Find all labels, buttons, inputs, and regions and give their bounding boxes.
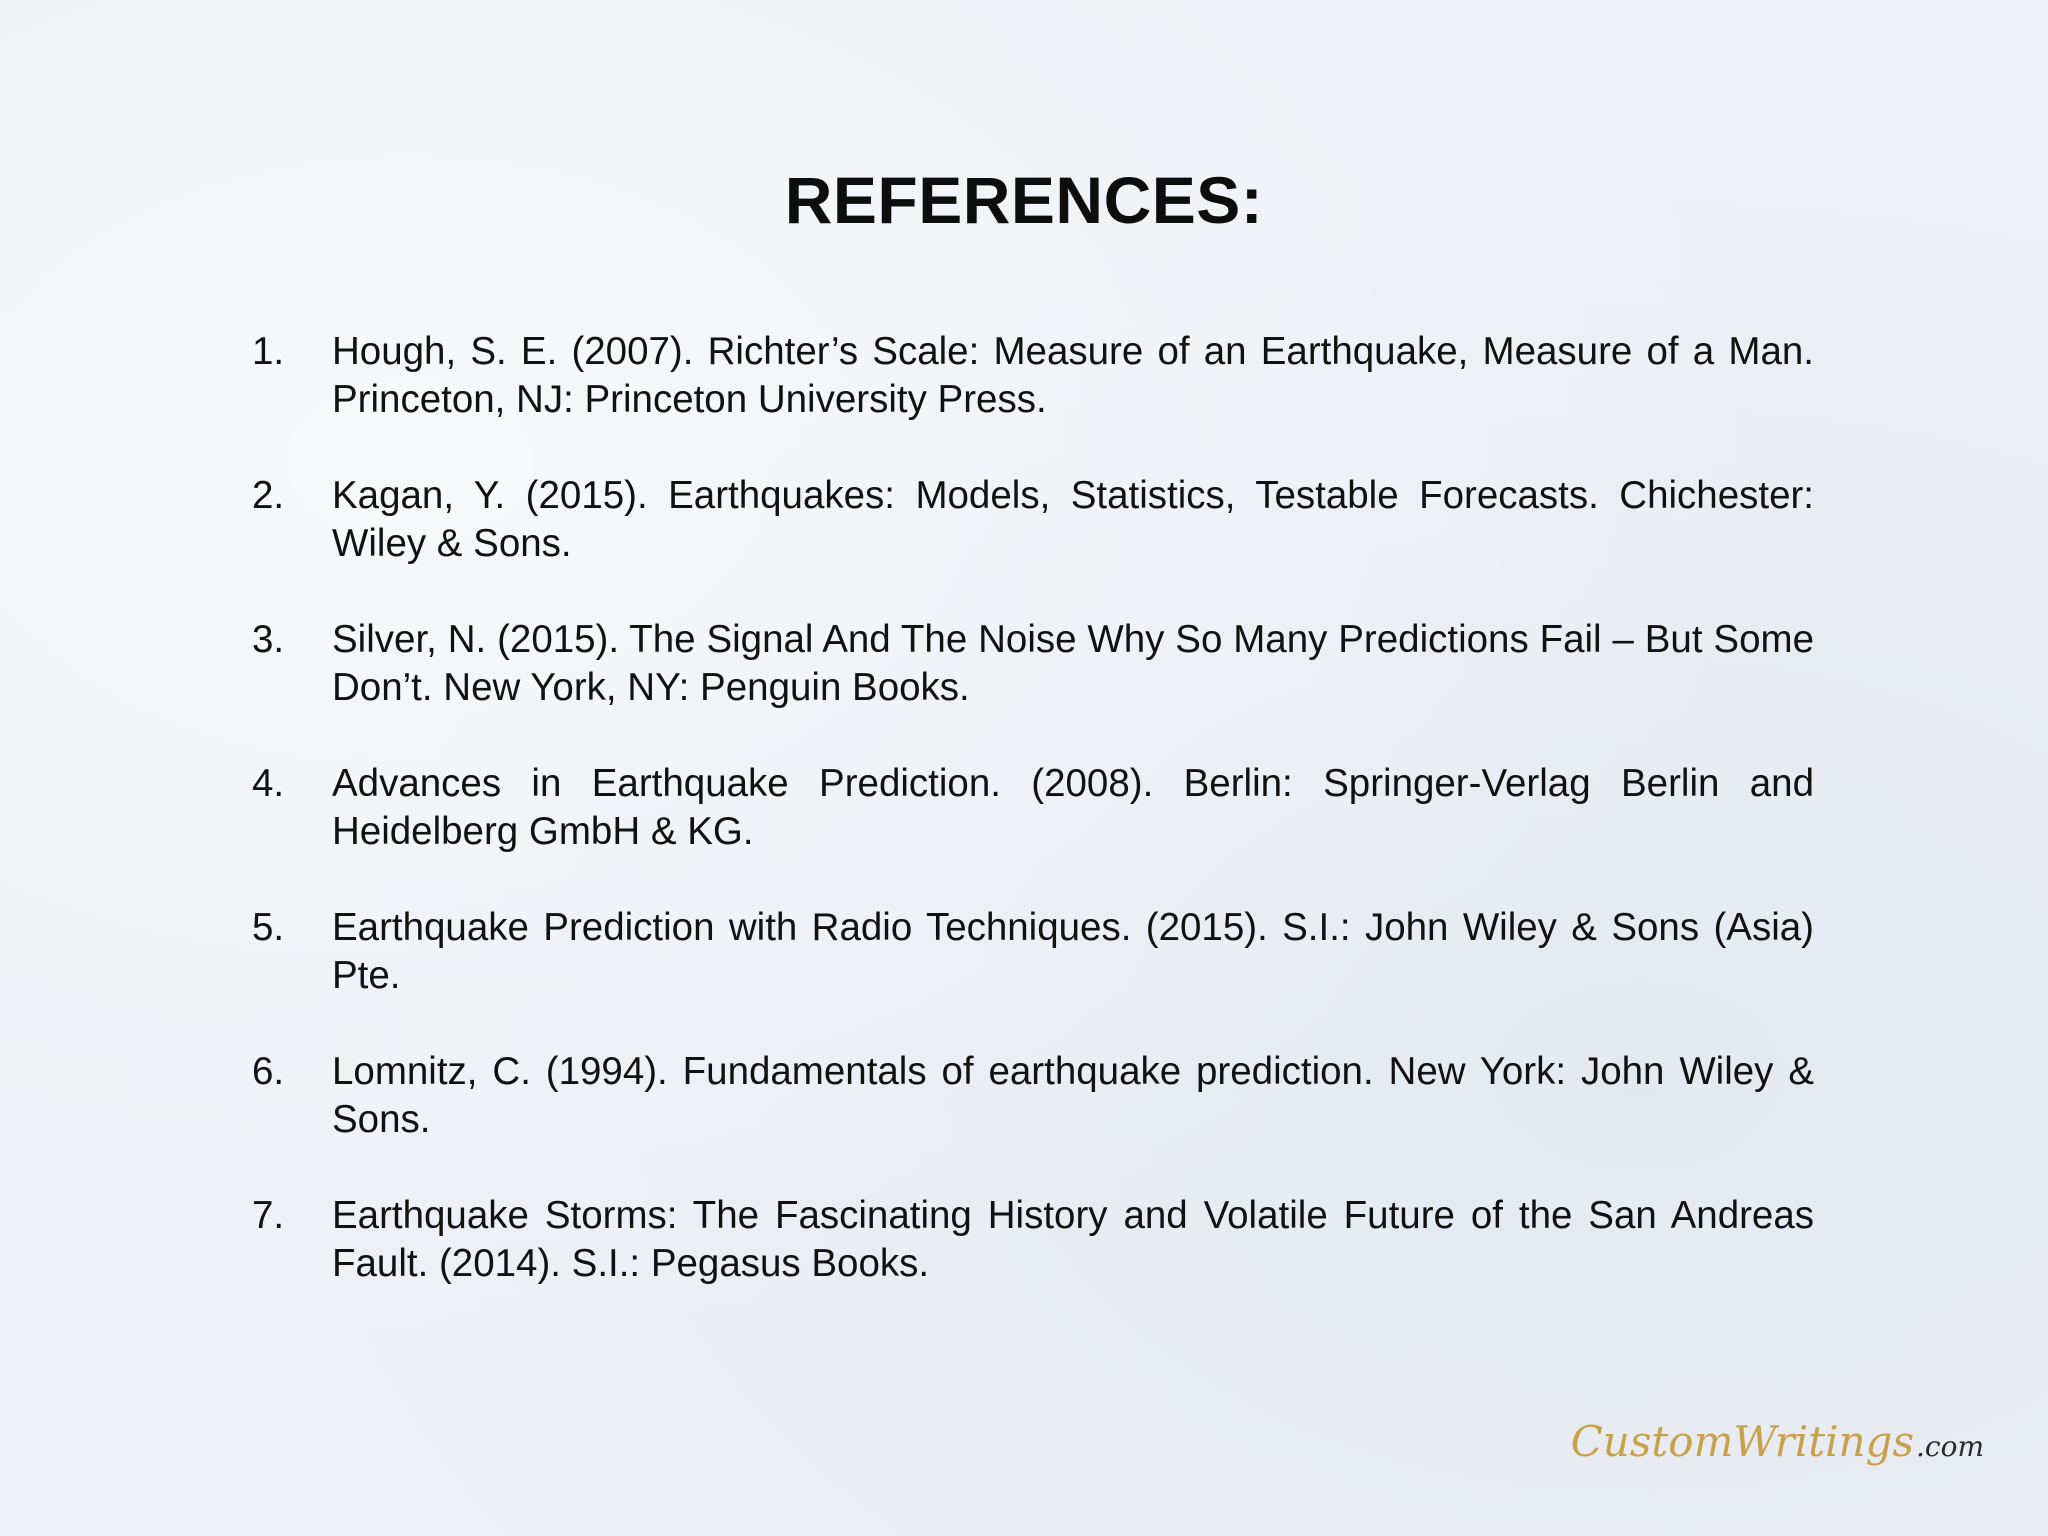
watermark-brand: CustomWritings xyxy=(1570,1417,1914,1466)
reference-item xyxy=(252,1192,1814,1288)
reference-text: Earthquake Prediction with Radio Techniques. (2015). S.I.: John Wiley & Sons (Asia) Pte. xyxy=(332,906,1814,997)
reference-number: 3. xyxy=(252,618,285,661)
reference-number: 4. xyxy=(252,762,285,805)
reference-number: 7. xyxy=(252,1194,285,1237)
page-title: REFERENCES: xyxy=(784,163,1264,237)
reference-text: Hough, S. E. (2007). Richter’s Scale: Measure of an Earthquake, Measure of a Man. Princeton, NJ: Princeton University Press. xyxy=(332,330,1814,421)
reference-text: Silver, N. (2015). The Signal And The Noise Why So Many Predictions Fail – But Some Don’t. New York, NY: Penguin Books. xyxy=(332,618,1814,709)
reference-number: 6. xyxy=(252,1050,285,1093)
reference-text: Earthquake Storms: The Fascinating History and Volatile Future of the San Andreas Fault. (2014). S.I.: Pegasus Books. xyxy=(332,1194,1814,1285)
reference-text: Kagan, Y. (2015). Earthquakes: Models, Statistics, Testable Forecasts. Chichester: Wiley & Sons. xyxy=(332,474,1814,565)
reference-item xyxy=(252,616,1814,712)
watermark-logo xyxy=(1571,1417,1984,1466)
reference-item xyxy=(252,904,1814,1000)
reference-text: Lomnitz, C. (1994). Fundamentals of earthquake prediction. New York: John Wiley & Sons. xyxy=(332,1050,1814,1141)
watermark-suffix: .com xyxy=(1916,1430,1984,1463)
reference-text: Advances in Earthquake Prediction. (2008). Berlin: Springer-Verlag Berlin and Heidelberg GmbH & KG. xyxy=(332,762,1814,853)
reference-item xyxy=(252,760,1814,856)
reference-number: 5. xyxy=(252,906,285,949)
reference-number: 1. xyxy=(252,330,285,373)
reference-item xyxy=(252,1048,1814,1144)
reference-list xyxy=(252,328,1814,1336)
reference-number: 2. xyxy=(252,474,285,517)
reference-item xyxy=(252,472,1814,568)
reference-item xyxy=(252,328,1814,424)
